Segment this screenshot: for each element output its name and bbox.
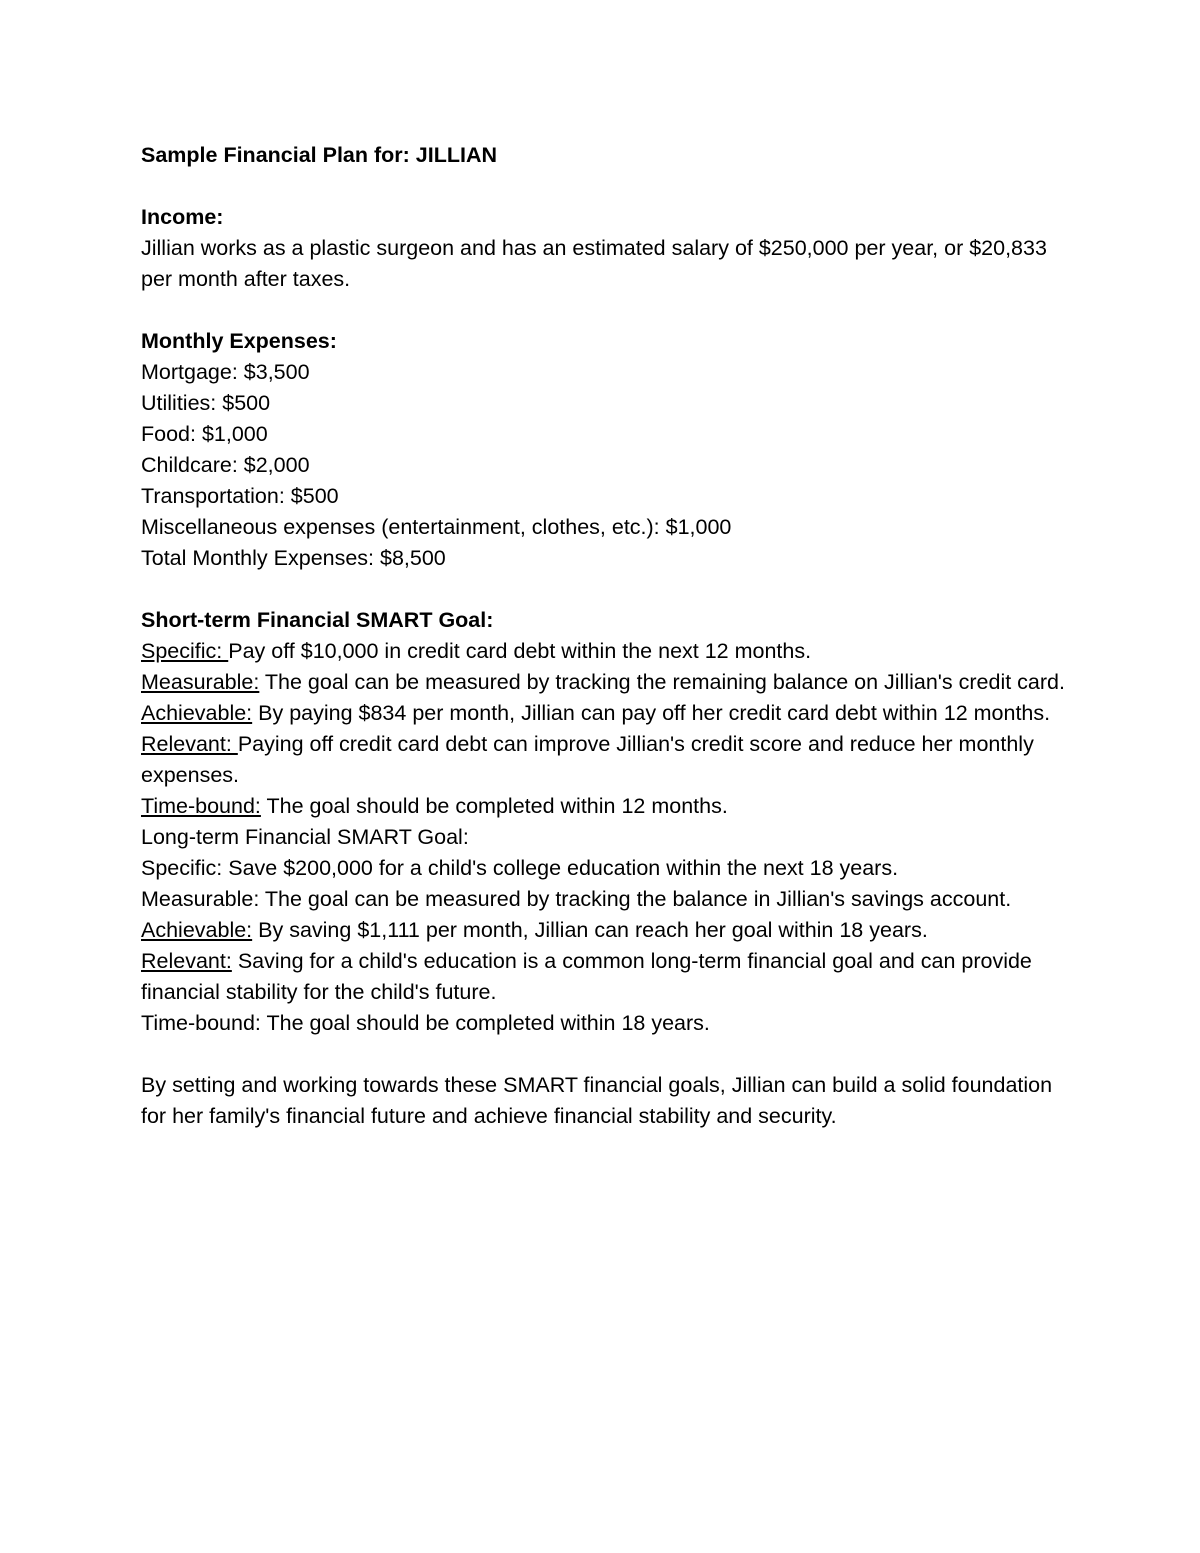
goal-text: By paying $834 per month, Jillian can pay off her credit card debt within 12 months. xyxy=(252,701,1051,725)
goal-label: Achievable: xyxy=(141,701,253,725)
goal-label: Achievable: xyxy=(141,918,253,942)
long-term-timebound: Time-bound: The goal should be completed within 18 years. xyxy=(141,1011,710,1035)
expense-miscellaneous: Miscellaneous expenses (entertainment, clothes, etc.): $1,000 xyxy=(141,515,732,539)
goal-text: The goal can be measured by tracking the remaining balance on Jillian's credit card. xyxy=(259,670,1065,694)
income-text: Jillian works as a plastic surgeon and has an estimated salary of $250,000 per year, or $20,833 per month after taxes. xyxy=(141,236,1047,291)
goal-label: Relevant: xyxy=(141,732,238,756)
goal-text: The goal should be completed within 12 months. xyxy=(260,794,728,818)
expense-mortgage: Mortgage: $3,500 xyxy=(141,360,310,384)
short-term-achievable xyxy=(141,698,1071,729)
short-term-measurable xyxy=(141,667,1071,698)
short-term-timebound xyxy=(141,791,1071,822)
expense-total: Total Monthly Expenses: $8,500 xyxy=(141,546,446,570)
document-body xyxy=(141,140,1071,1132)
spacer xyxy=(141,574,1071,605)
long-term-specific: Specific: Save $200,000 for a child's college education within the next 18 years. xyxy=(141,856,899,880)
income-heading: Income: xyxy=(141,205,224,229)
goal-text: Pay off $10,000 in credit card debt within the next 12 months. xyxy=(228,639,812,663)
goal-label: Specific: xyxy=(141,639,229,663)
spacer xyxy=(141,295,1071,326)
expense-utilities: Utilities: $500 xyxy=(141,391,271,415)
goal-text: By saving $1,111 per month, Jillian can reach her goal within 18 years. xyxy=(252,918,928,942)
goal-label: Relevant: xyxy=(141,949,232,973)
short-term-heading: Short-term Financial SMART Goal: xyxy=(141,608,494,632)
long-term-achievable xyxy=(141,915,1071,946)
long-term-measurable: Measurable: The goal can be measured by tracking the balance in Jillian's savings account. xyxy=(141,887,1012,911)
goal-text: Paying off credit card debt can improve Jillian's credit score and reduce her monthly expenses. xyxy=(141,732,1034,787)
expense-transportation: Transportation: $500 xyxy=(141,484,339,508)
goal-text: Saving for a child's education is a common long-term financial goal and can provide financial stability for the child's future. xyxy=(141,949,1032,1004)
expense-childcare: Childcare: $2,000 xyxy=(141,453,310,477)
goal-label: Measurable: xyxy=(141,670,260,694)
long-term-heading: Long-term Financial SMART Goal: xyxy=(141,825,469,849)
short-term-specific xyxy=(141,636,1071,667)
expense-food: Food: $1,000 xyxy=(141,422,268,446)
conclusion-text: By setting and working towards these SMART financial goals, Jillian can build a solid foundation for her family's financial future and achieve financial stability and security. xyxy=(141,1073,1053,1128)
short-term-relevant xyxy=(141,729,1071,791)
spacer xyxy=(141,171,1071,202)
document-title: Sample Financial Plan for: JILLIAN xyxy=(141,143,498,167)
long-term-relevant xyxy=(141,946,1071,1008)
spacer xyxy=(141,1039,1071,1070)
goal-label: Time-bound: xyxy=(141,794,261,818)
expenses-heading: Monthly Expenses: xyxy=(141,329,337,353)
